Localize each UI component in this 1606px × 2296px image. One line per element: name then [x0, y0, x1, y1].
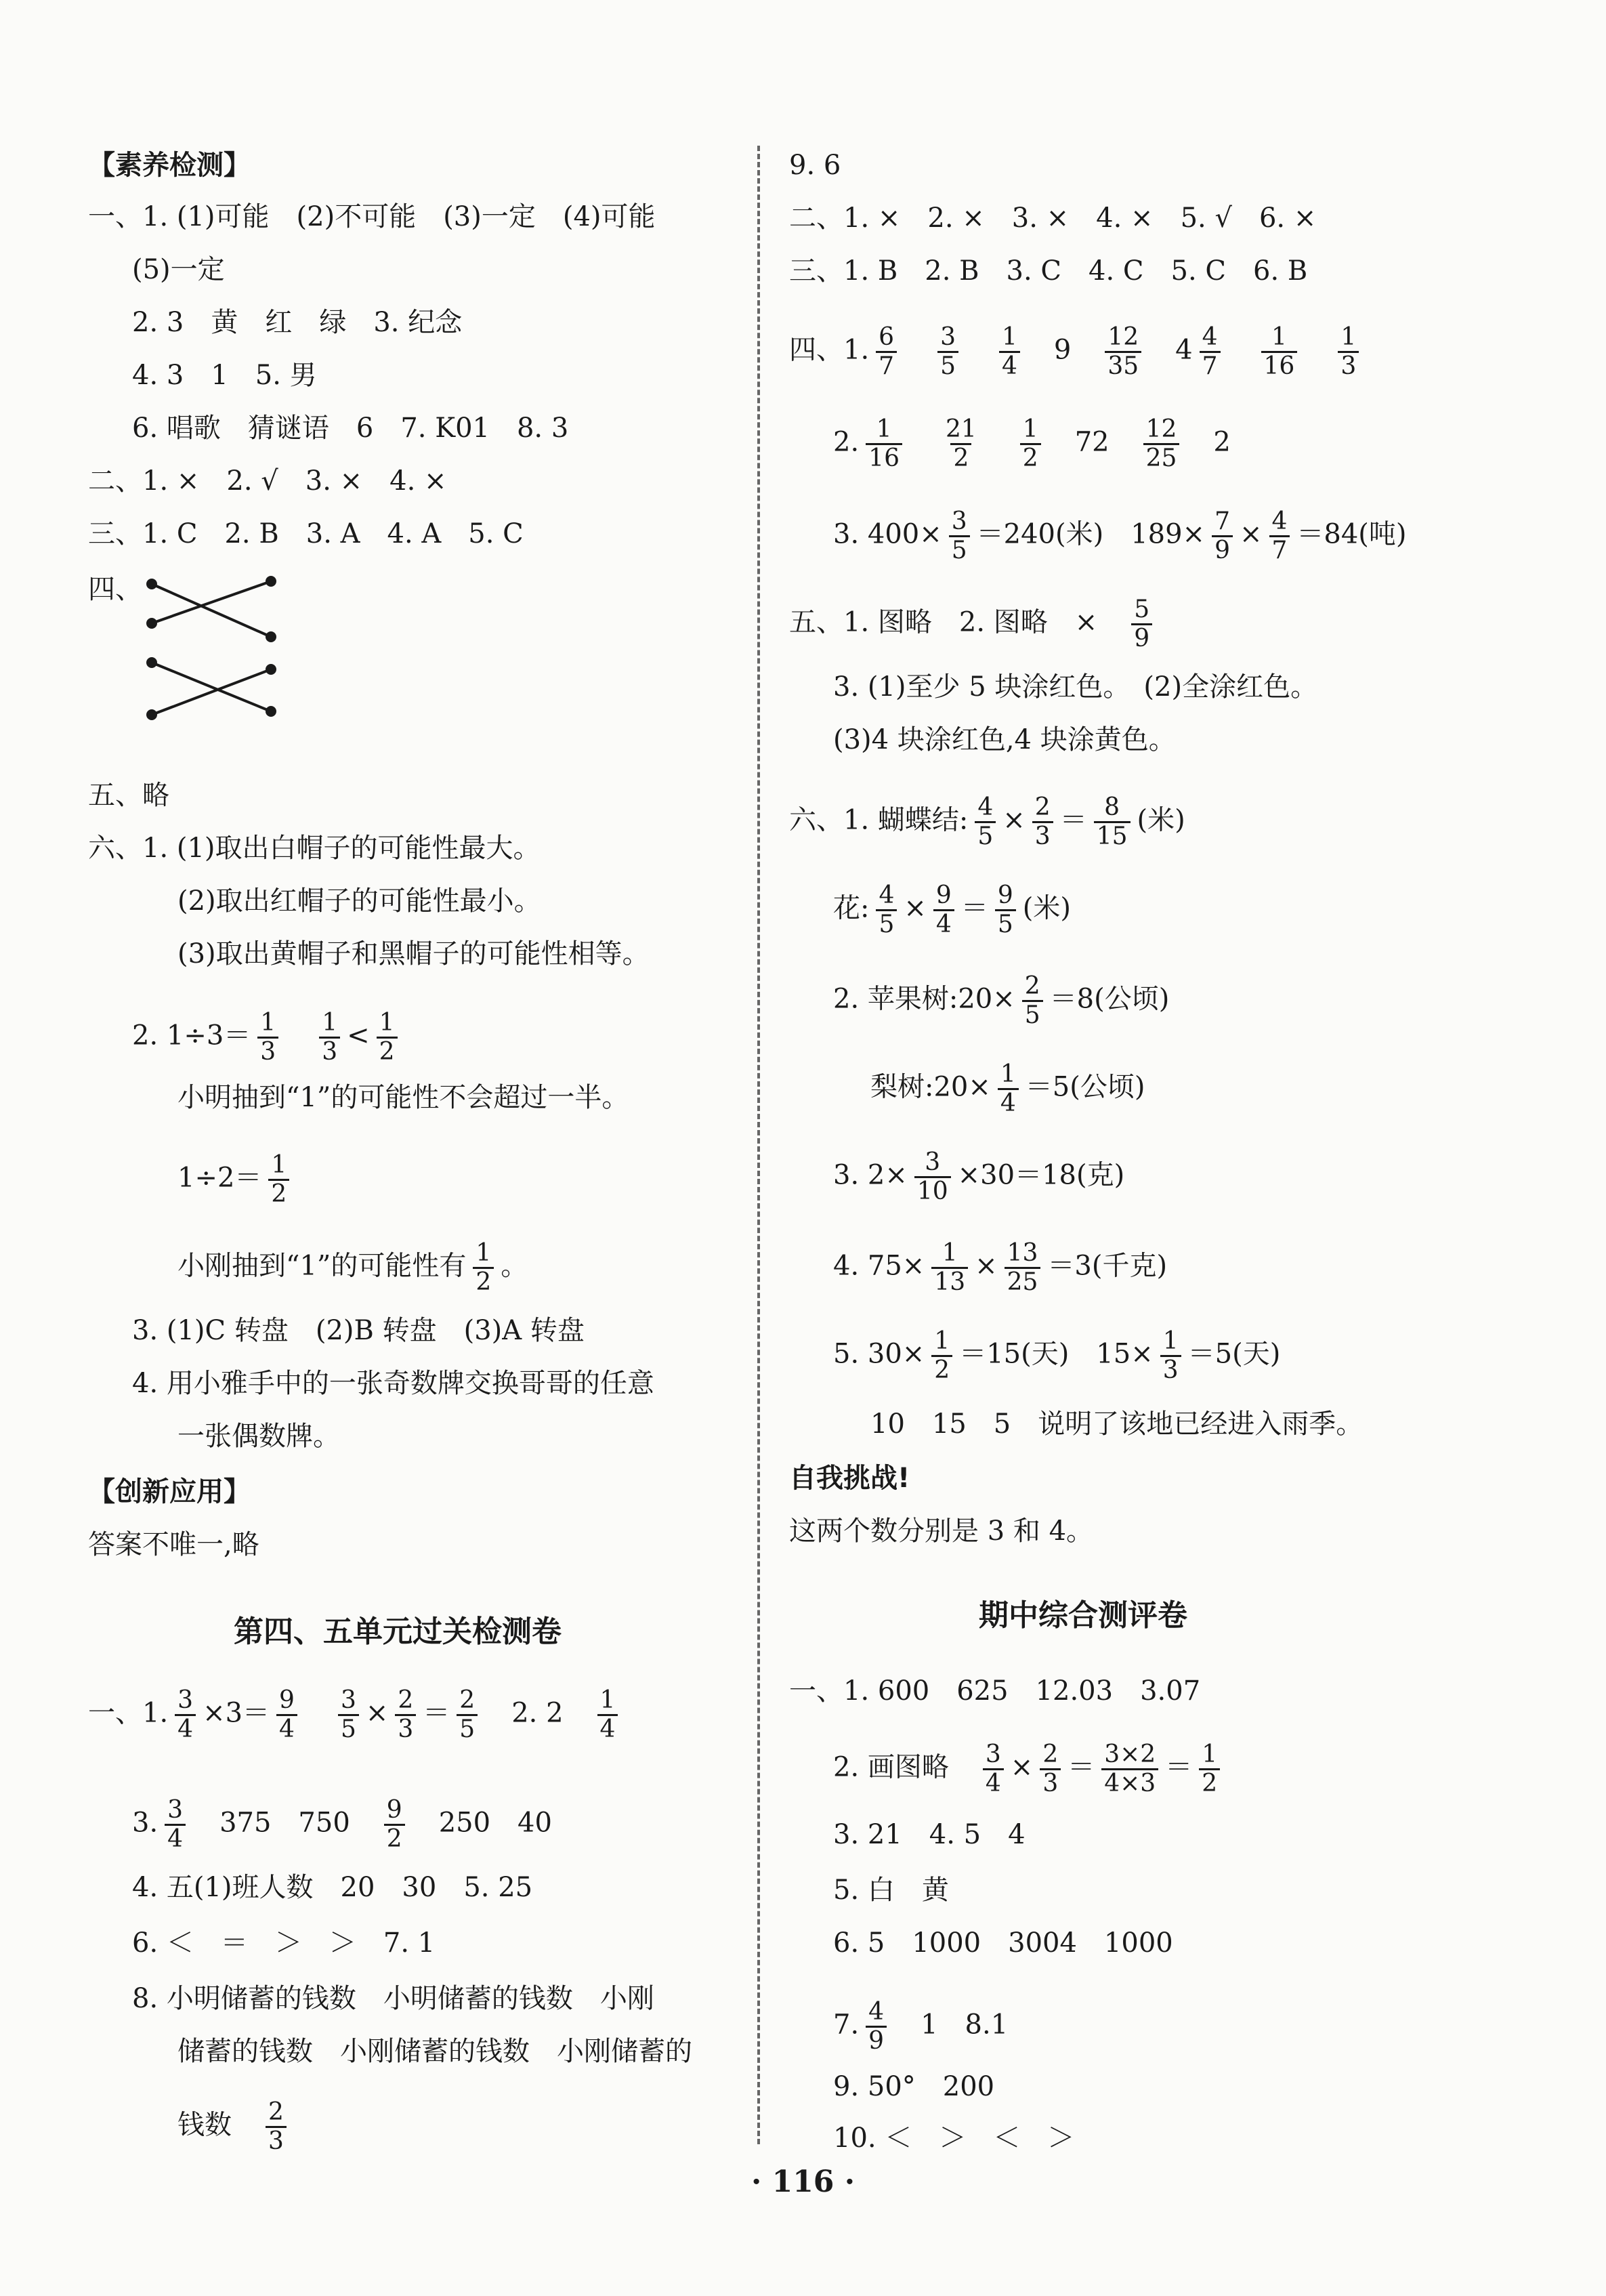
answer-line: 3. (1)C 转盘 (2)B 转盘 (3)A 转盘 — [132, 1315, 585, 1346]
fraction: $\frac{2}{5}$ — [1022, 973, 1043, 1029]
fraction: $\frac{3}{5}$ — [338, 1687, 359, 1743]
answer-line: 小刚抽到“1”的可能性有 $\frac{1}{2}$ 。 — [177, 1239, 528, 1296]
section-heading: 【素养检测】 — [88, 150, 251, 181]
fraction: $\frac{3}{4}$ — [983, 1741, 1004, 1797]
page-number: · 116 · — [751, 2165, 855, 2199]
answer-line: 5. 30× $\frac{1}{2}$ ＝15(天) 15× $\frac{1}{3}$ ＝5(天) — [833, 1327, 1281, 1384]
fraction: $\frac{1}{3}$ — [257, 1009, 278, 1066]
fraction: $\frac{13}{25}$ — [1005, 1240, 1041, 1296]
answer-line: 二、1. × 2. √ 3. × 4. × — [88, 465, 447, 497]
fraction: $\frac{1}{13}$ — [931, 1240, 968, 1296]
answer-line: 一、1. (1)可能 (2)不可能 (3)一定 (4)可能 — [88, 201, 656, 232]
answer-line: 9. 50° 200 — [833, 2071, 995, 2102]
answer-line: 答案不唯一,略 — [88, 1529, 259, 1560]
answer-line: 这两个数分别是 3 和 4。 — [789, 1516, 1094, 1547]
answer-line: 2. 苹果树:20× $\frac{2}{5}$ ＝8(公顷) — [833, 972, 1170, 1029]
fraction: $\frac{3}{10}$ — [914, 1149, 951, 1205]
fraction: $\frac{5}{9}$ — [1131, 596, 1152, 652]
answer-line: 五、略 — [88, 780, 169, 811]
answer-line: 储蓄的钱数 小刚储蓄的钱数 小刚储蓄的 — [177, 2036, 692, 2067]
fraction: $\frac{3}{4}$ — [165, 1797, 186, 1853]
fraction: $\frac{4}{5}$ — [876, 882, 897, 938]
answer-line: 6. 唱歌 猜谜语 6 7. K01 8. 3 — [132, 413, 569, 444]
answer-line: 六、1. 蝴蝶结: $\frac{4}{5}$ × $\frac{2}{3}$ ＝ $\frac{8}{15}$ (米) — [789, 793, 1185, 850]
fraction: $\frac{2}{3}$ — [395, 1687, 416, 1743]
fraction: $\frac{1}{3}$ — [1160, 1328, 1181, 1384]
answer-line: 梨树:20× $\frac{1}{4}$ ＝5(公顷) — [870, 1060, 1145, 1117]
answer-line: 花: $\frac{4}{5}$ × $\frac{9}{4}$ ＝ $\frac{9}{5}$ (米) — [833, 881, 1071, 938]
answer-line: 四、 — [88, 574, 142, 605]
answer-line: 3. 21 4. 5 4 — [833, 1819, 1026, 1850]
answer-line: 4. 用小雅手中的一张奇数牌交换哥哥的任意 — [132, 1368, 654, 1399]
answer-line: 五、1. 图略 2. 图略 × $\frac{5}{9}$ — [789, 596, 1159, 652]
answer-line: 小明抽到“1”的可能性不会超过一半。 — [177, 1082, 629, 1113]
answer-line: 6. 5 1000 3004 1000 — [833, 1927, 1173, 1959]
answer-line: (5)一定 — [132, 254, 225, 285]
fraction: $\frac{1}{4}$ — [597, 1687, 618, 1743]
fraction: $\frac{7}{9}$ — [1212, 508, 1233, 564]
answer-line: 2. 1÷3＝ $\frac{1}{3}$ $\frac{1}{3}$ < $\frac{1}{2}$ — [132, 1009, 404, 1066]
answer-line: 六、1. (1)取出白帽子的可能性最大。 — [88, 833, 541, 864]
answer-line: (3)取出黄帽子和黑帽子的可能性相等。 — [177, 938, 650, 969]
fraction: $\frac{1}{2}$ — [931, 1328, 952, 1384]
answer-line: 8. 小明储蓄的钱数 小明储蓄的钱数 小刚 — [132, 1983, 654, 2014]
answer-line: 3. (1)至少 5 块涂红色。 (2)全涂红色。 — [833, 671, 1318, 703]
fraction: $\frac{4}{7}$ — [1200, 324, 1221, 380]
answer-line: 一张偶数牌。 — [177, 1421, 340, 1452]
section-heading: 自我挑战! — [789, 1463, 910, 1494]
answer-line: 10. ＜ ＞ ＜ ＞ — [833, 2123, 1075, 2154]
answer-line: 一、1. $\frac{3}{4}$ ×3＝ $\frac{9}{4}$ $\frac{3}{5}$ × $\frac{2}{3}$ ＝ $\frac{2}{5}$ 2. 2 $\frac{1}{4}$ — [88, 1687, 625, 1743]
answer-line: 二、1. × 2. × 3. × 4. × 5. √ 6. × — [789, 203, 1317, 234]
answer-line: 4. 五(1)班人数 20 30 5. 25 — [132, 1872, 533, 1903]
fraction: $\frac{9}{5}$ — [995, 882, 1016, 938]
matching-lines-diagram — [135, 569, 291, 745]
fraction: $\frac{3}{5}$ — [949, 508, 970, 564]
fraction: $\frac{6}{7}$ — [876, 324, 897, 380]
fraction: $\frac{4}{7}$ — [1269, 508, 1290, 564]
fraction: $\frac{2}{5}$ — [457, 1687, 478, 1743]
answer-line: 10 15 5 说明了该地已经进入雨季。 — [870, 1408, 1364, 1440]
section-title: 期中综合测评卷 — [979, 1598, 1187, 1633]
fraction: $\frac{1}{16}$ — [1261, 324, 1298, 380]
fraction: $\frac{21}{2}$ — [945, 415, 977, 472]
fraction: $\frac{1}{2}$ — [1020, 416, 1041, 472]
fraction: $\frac{1}{4}$ — [998, 1061, 1019, 1117]
fraction: $\frac{3\times 2}{4\times 3}$ — [1101, 1741, 1158, 1797]
fraction: $\frac{4}{9}$ — [866, 1999, 887, 2055]
fraction: $\frac{1}{2}$ — [377, 1009, 398, 1066]
answer-line: 2. 3 黄 红 绿 3. 纪念 — [132, 307, 463, 338]
section-title: 第四、五单元过关检测卷 — [234, 1614, 562, 1649]
answer-line: 一、1. 600 625 12.03 3.07 — [789, 1675, 1201, 1707]
answer-line: (3)4 块涂红色,4 块涂黄色。 — [833, 724, 1176, 755]
fraction: $\frac{3}{4}$ — [175, 1687, 196, 1743]
fraction: $\frac{1}{3}$ — [319, 1009, 340, 1066]
fraction: $\frac{4}{5}$ — [975, 794, 996, 850]
answer-line: 9. 6 — [789, 150, 841, 181]
fraction: $\frac{9}{2}$ — [384, 1797, 405, 1853]
answer-line: 3. $\frac{3}{4}$ 375 750 $\frac{9}{2}$ 250 40 — [132, 1796, 552, 1853]
answer-line: 5. 白 黄 — [833, 1875, 949, 1906]
answer-line: 7. $\frac{4}{9}$ 1 8.1 — [833, 1998, 1009, 2055]
fraction: $\frac{2}{3}$ — [1032, 794, 1053, 850]
answer-line: 三、1. C 2. B 3. A 4. A 5. C — [88, 518, 524, 549]
fraction: $\frac{12}{25}$ — [1143, 416, 1180, 472]
answer-line: (2)取出红帽子的可能性最小。 — [177, 885, 541, 917]
answer-line: 2. 画图略 $\frac{3}{4}$ × $\frac{2}{3}$ ＝ $\frac{3\times 2}{4\times 3}$ ＝ $\frac{1}{2}$ — [833, 1741, 1227, 1797]
fraction: $\frac{1}{2}$ — [473, 1240, 494, 1296]
answer-line: 6. ＜ ＝ ＞ ＞ 7. 1 — [132, 1927, 436, 1959]
fraction: $\frac{1}{16}$ — [866, 416, 902, 472]
fraction: $\frac{8}{15}$ — [1094, 794, 1130, 850]
fraction: $\frac{9}{4}$ — [933, 882, 954, 938]
answer-line: 钱数 $\frac{2}{3}$ — [177, 2099, 293, 2155]
column-divider — [757, 146, 760, 2144]
fraction: $\frac{1}{3}$ — [1338, 324, 1359, 380]
answer-line: 2. $\frac{1}{16}$ $\frac{21}{2}$ $\frac{1}{2}$ 72 $\frac{12}{25}$ 2 — [833, 415, 1231, 472]
fraction: $\frac{2}{3}$ — [1040, 1741, 1061, 1797]
fraction: $\frac{2}{3}$ — [266, 2099, 287, 2155]
fraction: $\frac{1}{2}$ — [268, 1152, 289, 1208]
answer-line: 三、1. B 2. B 3. C 4. C 5. C 6. B — [789, 255, 1308, 287]
answer-line: 4. 75× $\frac{1}{13}$ × $\frac{13}{25}$ ＝3(千克) — [833, 1239, 1168, 1296]
answer-line: 四、1. $\frac{6}{7}$ $\frac{3}{5}$ $\frac{1}{4}$ 9 $\frac{12}{35}$ 4 $\frac{4}{7}$ $\frac{1}{16}$ $\frac{1}{3}$ — [789, 324, 1366, 380]
answer-line: 3. 2× $\frac{3}{10}$ ×30＝18(克) — [833, 1148, 1125, 1205]
fraction: $\frac{9}{4}$ — [276, 1687, 297, 1743]
fraction: $\frac{1}{2}$ — [1199, 1741, 1220, 1797]
answer-line: 3. 400× $\frac{3}{5}$ ＝240(米) 189× $\frac{7}{9}$ × $\frac{4}{7}$ ＝84(吨) — [833, 507, 1407, 564]
fraction: $\frac{3}{5}$ — [937, 324, 958, 380]
answer-line: 4. 3 1 5. 男 — [132, 360, 317, 391]
fraction: $\frac{12}{35}$ — [1105, 324, 1141, 380]
section-heading: 【创新应用】 — [88, 1476, 251, 1507]
fraction: $\frac{1}{4}$ — [999, 324, 1020, 380]
answer-line: 1÷2＝ $\frac{1}{2}$ — [177, 1152, 296, 1208]
